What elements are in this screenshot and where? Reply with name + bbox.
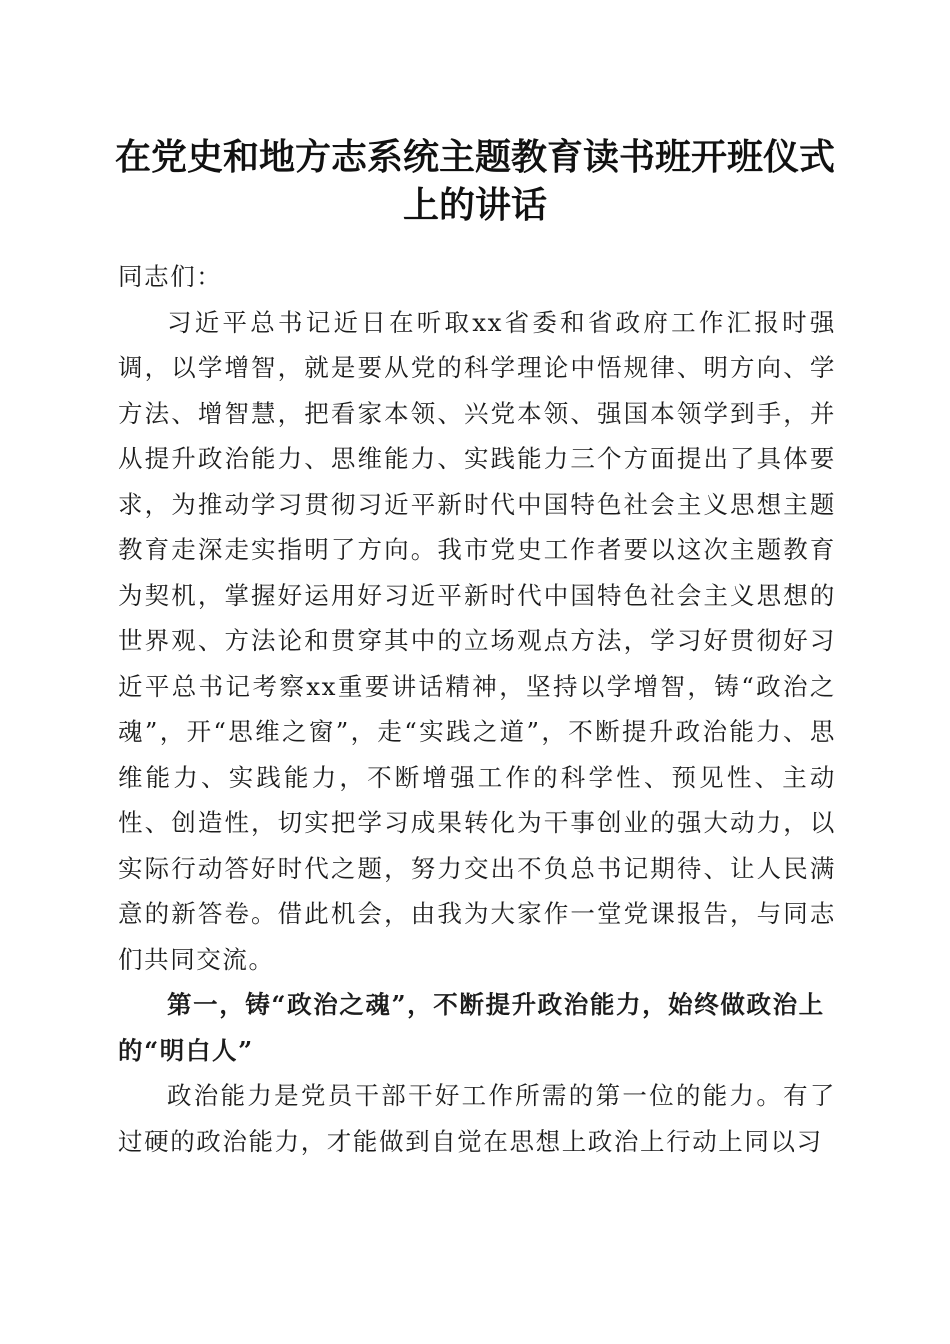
document-body — [118, 254, 836, 1164]
document-title: 在党史和地方志系统主题教育读书班开班仪式上的讲话 — [114, 136, 835, 226]
body-paragraph: 习近平总书记近日在听取xx省委和省政府工作汇报时强调，以学增智，就是要从党的科学理论中悟规律、明方向、学方法、增智慧，把看家本领、兴党本领、强国本领学到手，并从提升政治能力、思维能力、实践能力三个方面提出了具体要求，为推动学习贯彻习近平新时代中国特色社会主义思想主题教育走深走实指明了方向。我市党史工作者要以这次主题教育为契机，掌握好运用好习近平新时代中国特色社会主义思想的世界观、方法论和贯穿其中的立场观点方法，学习好贯彻好习近平总书记考察xx重要讲话精神，坚持以学增智，铸“政治之魂”，开“思维之窗”，走“实践之道”，不断提升政治能力、思维能力、实践能力，不断增强工作的科学性、预见性、主动性、创造性，切实把学习成果转化为干事创业的强大动力，以实际行动答好时代之题，努力交出不负总书记期待、让人民满意的新答卷。借此机会，由我为大家作一堂党课报告，与同志们共同交流。 — [118, 307, 836, 974]
section-heading: 第一，铸“政治之魂”，不断提升政治能力，始终做政治上的“明白人” — [118, 990, 825, 1065]
section-paragraph: 政治能力是党员干部干好工作所需的第一位的能力。有了过硬的政治能力，才能做到自觉在思想上政治上行动上同以习 — [118, 1081, 836, 1156]
salutation: 同志们： — [118, 262, 223, 291]
